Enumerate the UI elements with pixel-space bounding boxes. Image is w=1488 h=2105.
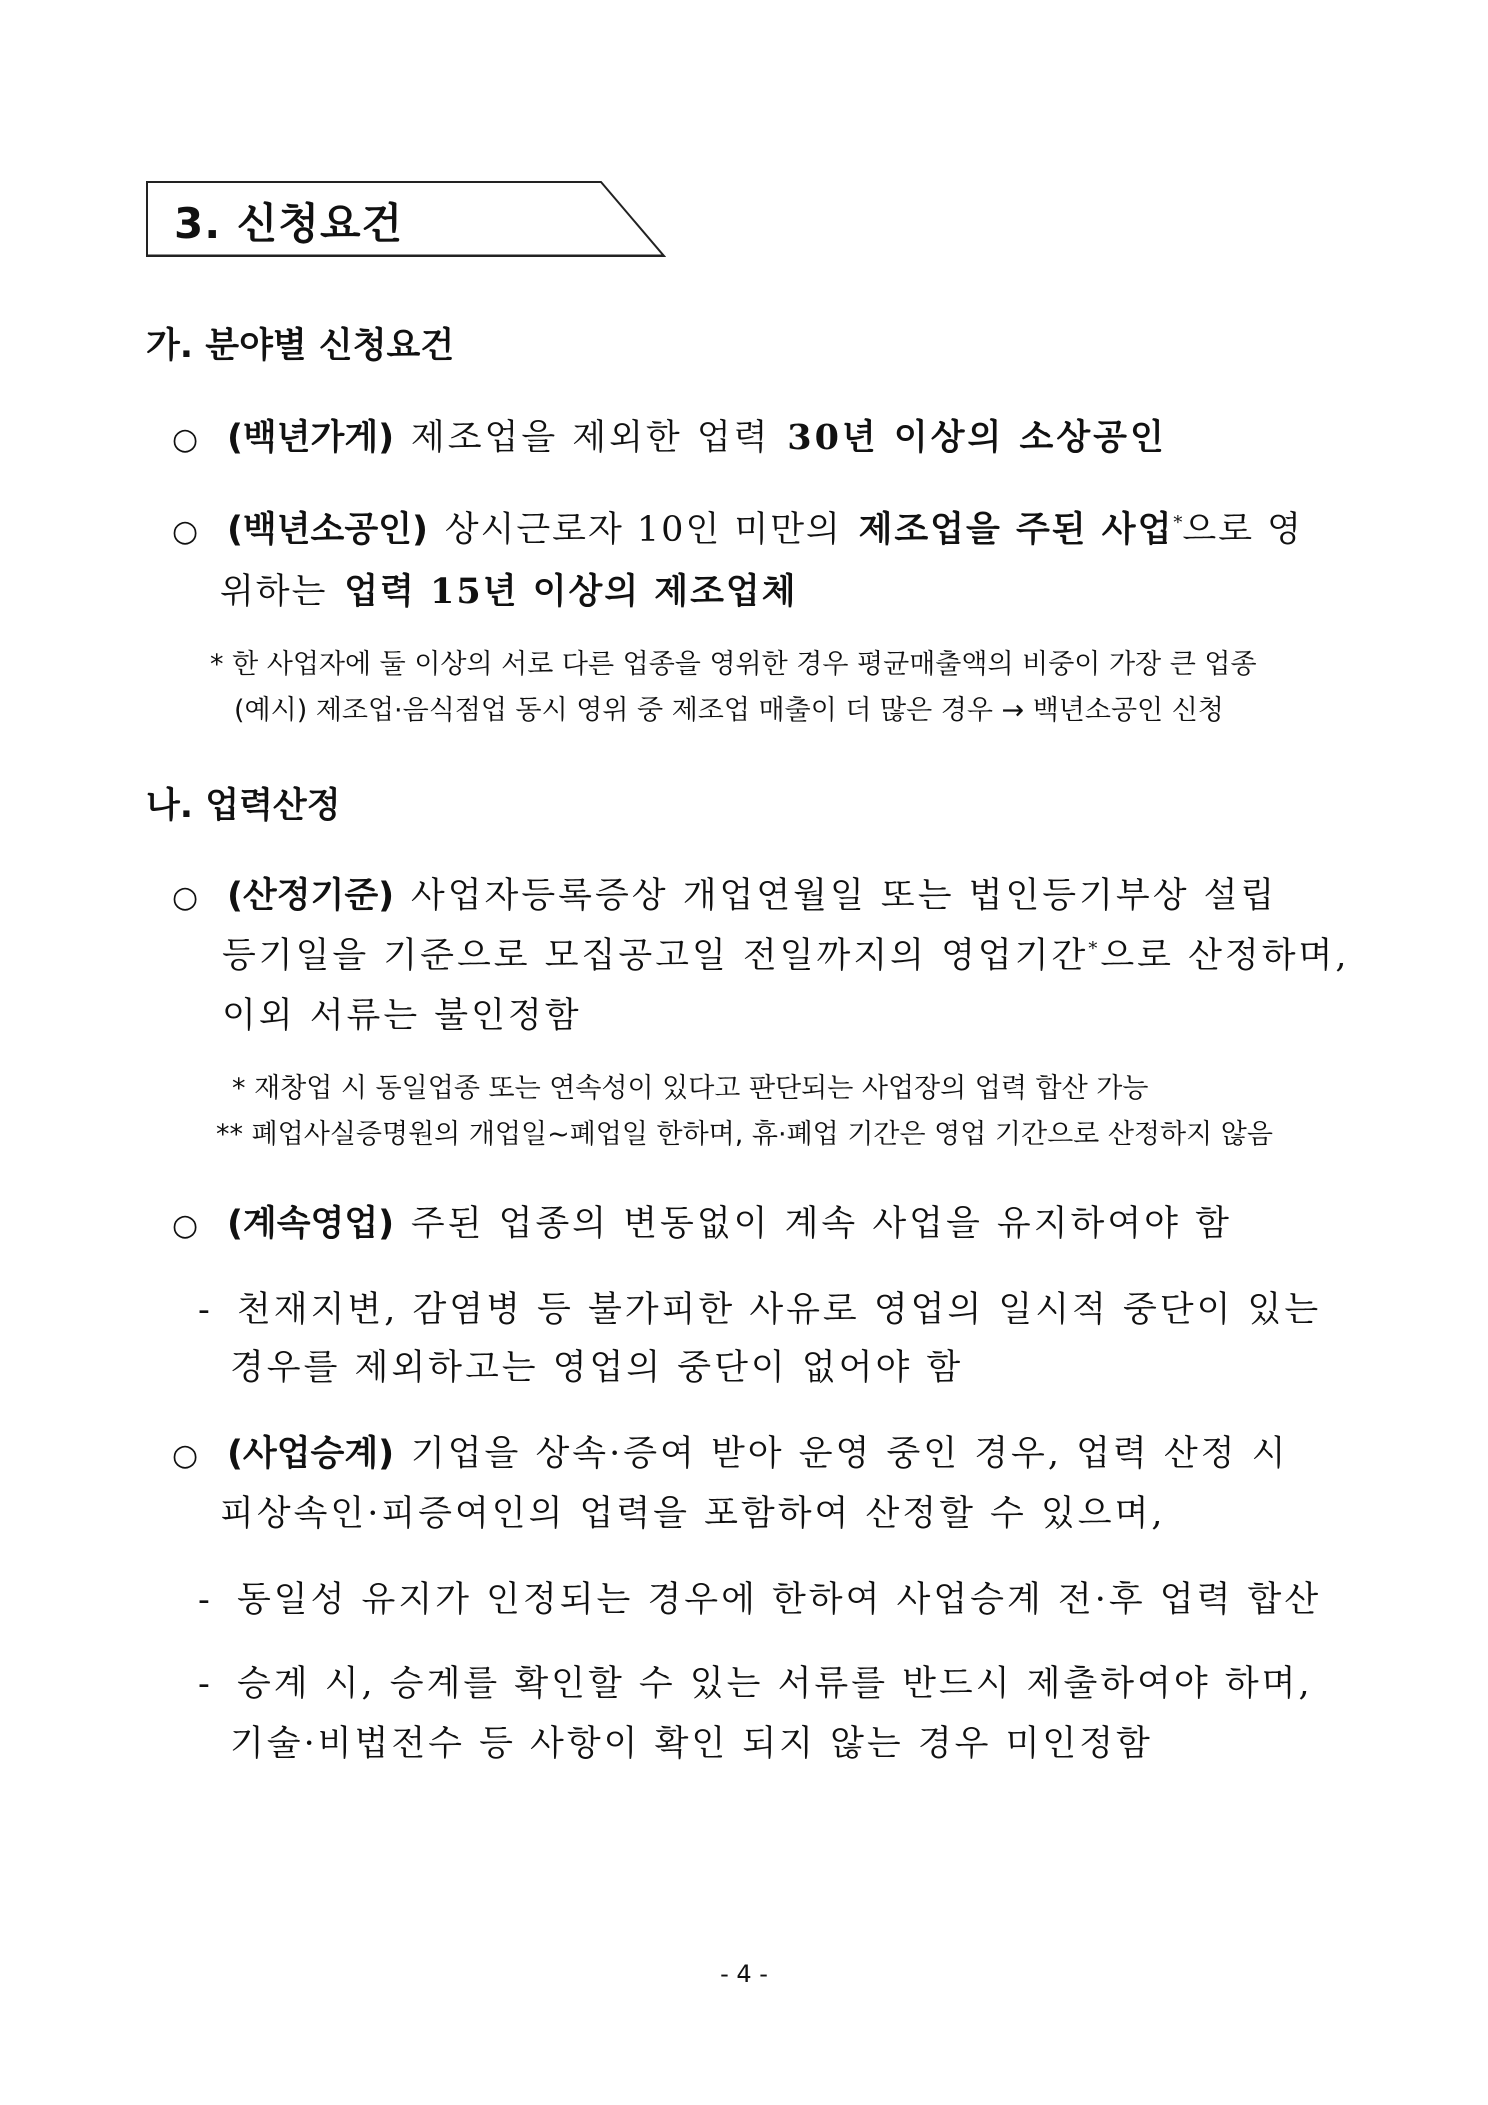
item-sanjeong-gijun-line3: 이외 서류는 불인정함 — [222, 996, 582, 1036]
item-label: (백년소공인) — [226, 510, 428, 550]
footnote-a-1: * 한 사업자에 둘 이상의 서로 다른 업종을 영위한 경우 평균매출액의 비중이 가장 큰 업종 — [210, 649, 1257, 680]
footnote-mark: * — [1088, 938, 1101, 960]
item-text: 주된 업종의 변동없이 계속 사업을 유지하여야 함 — [410, 1204, 1232, 1244]
item-text: 제조업을 제외한 업력 — [410, 418, 771, 458]
footnote-mark: * — [1173, 512, 1183, 534]
section-title: 3. 신청요건 — [174, 199, 404, 248]
item-text-bold: 제조업을 주된 사업 — [858, 509, 1174, 550]
subitem-text: 동일성 유지가 인정되는 경우에 한하여 사업승계 전·후 업력 합산 — [236, 1580, 1322, 1620]
item-label: (사업승계) — [226, 1434, 395, 1474]
bullet-circle: ○ — [172, 880, 199, 915]
bullet-circle: ○ — [172, 1208, 199, 1243]
subsection-title-a: 가. 분야별 신청요건 — [146, 326, 455, 366]
item-text: 사업자등록증상 개업연월일 또는 법인등기부상 설립 — [410, 876, 1278, 916]
item-label: (산정기준) — [226, 876, 395, 916]
item-label: (백년가게) — [226, 418, 395, 458]
item-baeknyeon-sogongin — [172, 502, 1303, 552]
bullet-circle: ○ — [172, 514, 199, 549]
footnote-b-2: ** 폐업사실증명원의 개업일~폐업일 한하며, 휴·폐업 기간은 영업 기간으로 산정하지 않음 — [216, 1119, 1273, 1150]
item-text: 위하는 — [220, 572, 328, 612]
subitem-seunggye-2 — [198, 1656, 1313, 1706]
bullet-circle: ○ — [172, 1438, 199, 1473]
item-text-tail: 으로 영 — [1182, 510, 1303, 550]
item-saeop-seunggye — [172, 1426, 1288, 1476]
page-number: - 4 - — [720, 1960, 768, 1988]
dash-marker: - — [198, 1290, 213, 1330]
item-saeop-seunggye-line2: 피상속인·피증여인의 업력을 포함하여 산정할 수 있으며, — [220, 1494, 1166, 1534]
item-label: (계속영업) — [226, 1204, 395, 1244]
subitem-seunggye-2-line2: 기술·비법전수 등 사항이 확인 되지 않는 경우 미인정함 — [230, 1724, 1153, 1764]
item-text-bold: 업력 15년 이상의 제조업체 — [344, 571, 798, 612]
subitem-seunggye-1 — [198, 1572, 1321, 1622]
dash-marker: - — [198, 1580, 213, 1620]
item-baeknyeon-gage — [172, 410, 1167, 460]
subsection-title-b: 나. 업력산정 — [146, 786, 341, 826]
bullet-circle: ○ — [172, 422, 199, 457]
item-sanjeong-gijun-line2 — [222, 928, 1349, 978]
item-sanjeong-gijun — [172, 868, 1277, 918]
item-text-bold: 30년 이상의 소상공인 — [787, 417, 1167, 458]
footnote-a-2: (예시) 제조업·음식점업 동시 영위 중 제조업 매출이 더 많은 경우 → 백년소공인 신청 — [234, 695, 1224, 726]
section-header-box — [146, 181, 666, 257]
subitem-text: 천재지변, 감염병 등 불가피한 사유로 영업의 일시적 중단이 있는 — [236, 1290, 1322, 1330]
subitem-text: 승계 시, 승계를 확인할 수 있는 서류를 반드시 제출하여야 하며, — [236, 1664, 1313, 1704]
item-text-tail: 으로 산정하며, — [1100, 936, 1350, 976]
subitem-gyesok-1 — [198, 1282, 1321, 1332]
item-baeknyeon-sogongin-line2 — [220, 564, 798, 614]
footnote-b-1: * 재창업 시 동일업종 또는 연속성이 있다고 판단되는 사업장의 업력 합산 가능 — [232, 1073, 1149, 1104]
item-text: 기업을 상속·증여 받아 운영 중인 경우, 업력 산정 시 — [410, 1434, 1289, 1474]
item-text: 등기일을 기준으로 모집공고일 전일까지의 영업기간 — [222, 936, 1089, 976]
subitem-gyesok-1-line2: 경우를 제외하고는 영업의 중단이 없어야 함 — [230, 1348, 964, 1388]
dash-marker: - — [198, 1664, 213, 1704]
item-gyesok-yeongeop — [172, 1196, 1232, 1246]
item-text: 상시근로자 10인 미만의 — [444, 510, 842, 550]
